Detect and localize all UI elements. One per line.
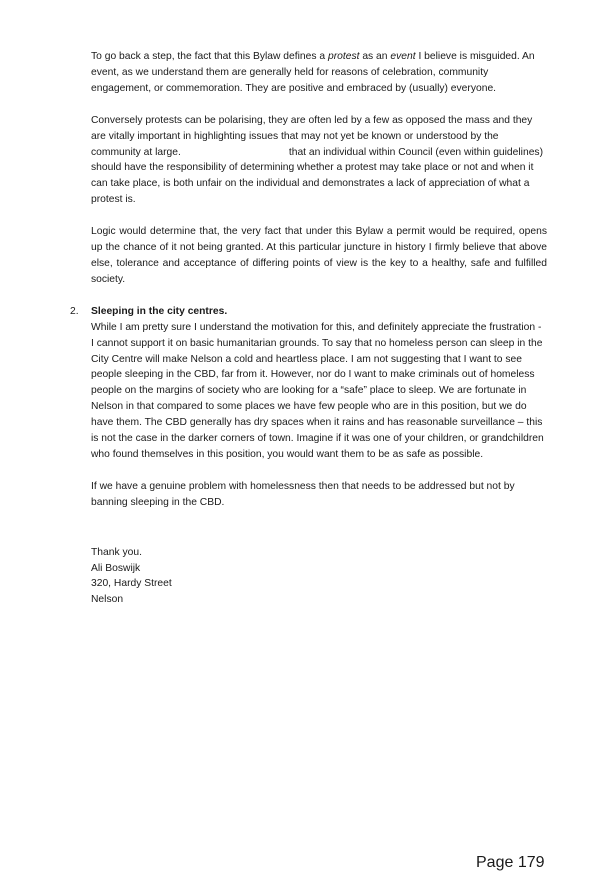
signoff-city: Nelson — [91, 594, 124, 606]
list-heading — [91, 304, 547, 320]
text-run: Conversely protests can be polarising, they are often led by a few as opposed the mass and they are vitally important in highlighting issues that may not yet be known or understood by the community at large. — [91, 114, 533, 158]
list-number: 2. — [70, 305, 79, 317]
signoff-block — [91, 545, 547, 609]
paragraph-protests-polarising — [91, 113, 547, 208]
emphasis-event: event — [390, 51, 416, 62]
emphasis-protest: protest — [327, 51, 360, 62]
paragraph-homelessness: If we have a genuine problem with homelessness then that needs to be addressed but not by banning sleeping in the CBD. — [91, 480, 515, 508]
text-run: To go back a step, the fact that this Bylaw defines a — [91, 51, 328, 62]
paragraph-event-definition — [91, 49, 547, 97]
paragraph-permit-logic: Logic would determine that, the very fact that under this Bylaw a permit would be required, opens up the chance of it not being granted. At this particular juncture in history I firmly believe that above else, tolerance and acceptance of differing points of view is the key to a healthy, safe and fulfilled society. — [91, 226, 547, 285]
heading-suffix: . — [224, 305, 228, 317]
text-run: as an — [359, 51, 391, 62]
list-item-sleeping — [70, 304, 547, 463]
signoff-thanks: Thank you. — [91, 546, 142, 558]
signoff-name: Ali Boswijk — [91, 562, 141, 574]
letter-body — [70, 49, 547, 608]
signoff-street: 320, Hardy Street — [91, 578, 172, 590]
page-number: Page 179 — [476, 854, 545, 871]
text-run: I believe is misguided. An event, as we understand them are generally held for reasons of celebration, community engagement, or commemoration. They are positive and embraced by (usually) everyone. — [91, 51, 535, 94]
heading-sleeping-city-centres: Sleeping in the city centres — [91, 305, 225, 317]
text-run: that an individual within Council (even within guidelines) should have the responsibility of determining whether a protest may take place or not and when it can take place, is both unfair on the individual and demonstrates a lack of appreciation of what a protest is. — [91, 146, 543, 206]
paragraph-sleeping-body: While I am pretty sure I understand the motivation for this, and definitely appreciate the frustration - I cannot support it on basic humanitarian grounds. To say that no homeless person can sleep in the City Centre will make Nelson a cold and heartless place. I am not suggesting that I want to see people sleeping in the CBD, far from it. However, nor do I want to make criminals out of homeless people on the margins of society who are looking for a “safe” place to sleep. We are fortunate in Nelson in that compared to some places we have few people who are in this position, but we do have them. The CBD generally has dry spaces when it rains and has reasonable surveillance – this is not the case in the darker corners of town. Imagine if it was one of your children, or grandchildren who found themselves in this position, you would want them to be as safe as possible. — [91, 321, 544, 460]
